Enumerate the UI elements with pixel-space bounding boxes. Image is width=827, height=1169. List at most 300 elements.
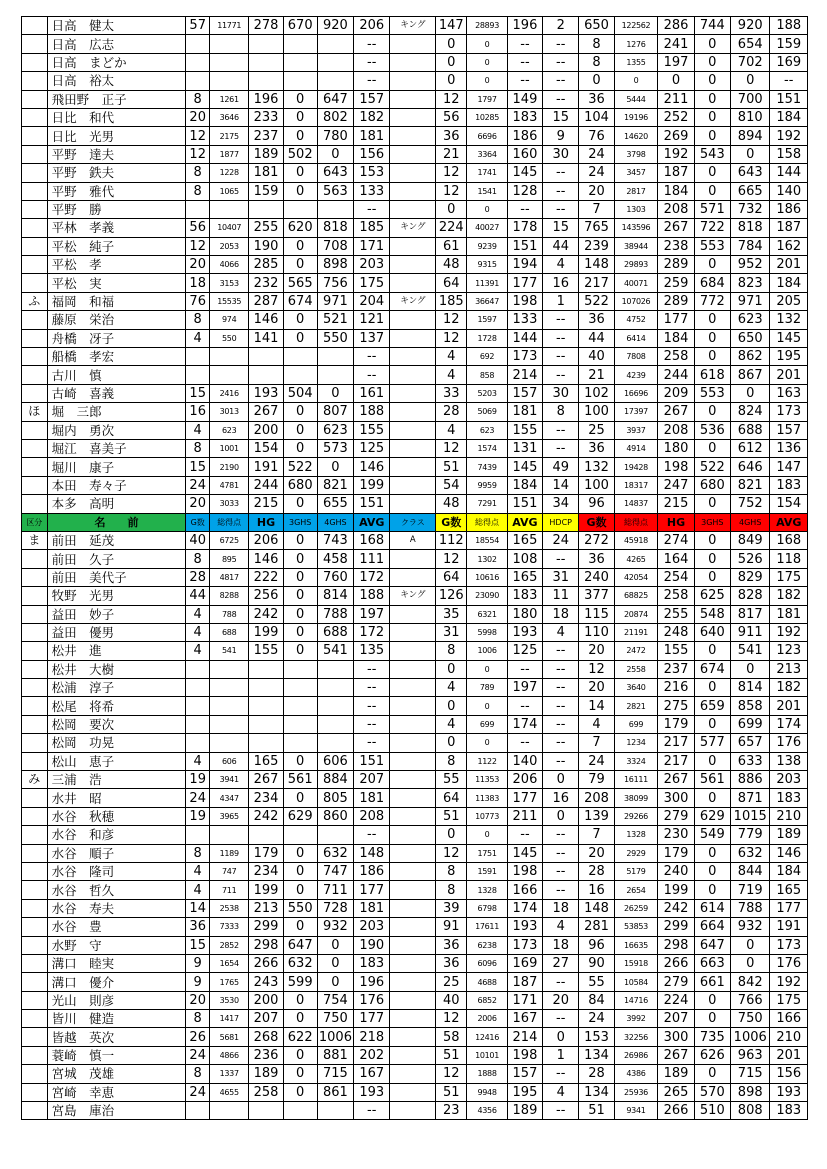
cell-kubun: [22, 862, 48, 880]
cell-hg1: 141: [249, 329, 283, 347]
cell-g3: 79: [579, 771, 614, 789]
cell-g1: 4: [186, 881, 209, 899]
cell-s33: 647: [694, 936, 730, 954]
cell-hd: 4: [543, 623, 579, 641]
cell-a3: 176: [770, 954, 808, 972]
cell-cls: [390, 348, 436, 366]
cell-hd: --: [543, 826, 579, 844]
cell-cls: [390, 274, 436, 292]
cell-p1: [209, 1102, 249, 1120]
cell-cls: [390, 568, 436, 586]
cell-s33: 626: [694, 1046, 730, 1064]
cell-p1: 711: [209, 881, 249, 899]
cell-a1: 186: [354, 862, 390, 880]
cell-cls: [390, 237, 436, 255]
cell-p1: 8288: [209, 587, 249, 605]
table-row: [22, 844, 808, 862]
cell-a1: 181: [354, 899, 390, 917]
cell-cls: [390, 1065, 436, 1083]
cell-a2: 145: [507, 844, 542, 862]
cell-kubun: [22, 35, 48, 53]
cell-name: 松山 恵子: [47, 752, 186, 770]
cell-s43: 824: [730, 403, 770, 421]
cell-g1: 4: [186, 329, 209, 347]
cell-kubun: [22, 568, 48, 586]
cell-s41: [317, 697, 353, 715]
cell-s43: 650: [730, 329, 770, 347]
cell-s33: 543: [694, 145, 730, 163]
cell-p3: 7808: [614, 348, 658, 366]
cell-s41: 643: [317, 164, 353, 182]
cell-p2: 5203: [467, 384, 508, 402]
cell-hg3: 208: [658, 421, 694, 439]
cell-a1: 206: [354, 17, 390, 35]
cell-a3: 165: [770, 881, 808, 899]
cell-cls: [390, 954, 436, 972]
cell-p2: 11353: [467, 771, 508, 789]
cell-a2: --: [507, 35, 542, 53]
cell-hd: 4: [543, 1083, 579, 1101]
cell-g3: 20: [579, 679, 614, 697]
cell-s33: 510: [694, 1102, 730, 1120]
cell-kubun: [22, 1010, 48, 1028]
cell-s31: [283, 715, 317, 733]
cell-g2: 54: [436, 476, 467, 494]
cell-kubun: [22, 734, 48, 752]
cell-name: 益田 優男: [47, 623, 186, 641]
cell-name: 松井 大樹: [47, 660, 186, 678]
cell-g2: 8: [436, 642, 467, 660]
cell-g3: 102: [579, 384, 614, 402]
cell-hd: --: [543, 1010, 579, 1028]
cell-hd: --: [543, 53, 579, 71]
cell-hg1: 213: [249, 899, 283, 917]
cell-s31: [283, 72, 317, 90]
header-avg-mid: AVG: [507, 513, 542, 531]
cell-g1: [186, 660, 209, 678]
cell-s33: 0: [694, 568, 730, 586]
cell-cls: [390, 90, 436, 108]
cell-s43: 688: [730, 421, 770, 439]
cell-hg3: 179: [658, 715, 694, 733]
cell-s31: 0: [283, 1083, 317, 1101]
cell-g3: 104: [579, 108, 614, 126]
cell-s33: 772: [694, 292, 730, 310]
cell-cls: [390, 899, 436, 917]
cell-p1: 623: [209, 421, 249, 439]
cell-g1: 26: [186, 1028, 209, 1046]
cell-s33: 570: [694, 1083, 730, 1101]
cell-p3: 1276: [614, 35, 658, 53]
table-row: [22, 403, 808, 421]
cell-name: 平野 鉄夫: [47, 164, 186, 182]
cell-hg3: 164: [658, 550, 694, 568]
cell-cls: [390, 660, 436, 678]
cell-s43: 894: [730, 127, 770, 145]
cell-name: 本多 高明: [47, 495, 186, 513]
cell-s43: 0: [730, 384, 770, 402]
cell-hg3: 266: [658, 1102, 694, 1120]
cell-hg1: [249, 366, 283, 384]
header-hg-right: HG: [658, 513, 694, 531]
cell-a3: 193: [770, 1083, 808, 1101]
cell-a3: 192: [770, 127, 808, 145]
cell-s33: 0: [694, 844, 730, 862]
cell-g2: 8: [436, 881, 467, 899]
cell-s31: 0: [283, 108, 317, 126]
cell-p1: 541: [209, 642, 249, 660]
cell-kubun: [22, 1083, 48, 1101]
table-row: [22, 476, 808, 494]
cell-hg3: 300: [658, 789, 694, 807]
cell-g2: 224: [436, 219, 467, 237]
cell-s43: 829: [730, 568, 770, 586]
cell-p3: 1328: [614, 826, 658, 844]
table-row: [22, 789, 808, 807]
cell-s43: 784: [730, 237, 770, 255]
cell-p1: 1337: [209, 1065, 249, 1083]
cell-kubun: [22, 348, 48, 366]
cell-a2: 133: [507, 311, 542, 329]
cell-p1: 1261: [209, 90, 249, 108]
cell-g1: 4: [186, 862, 209, 880]
cell-name: 水谷 哲久: [47, 881, 186, 899]
cell-hd: 0: [543, 807, 579, 825]
cell-name: 水井 昭: [47, 789, 186, 807]
cell-s31: 0: [283, 550, 317, 568]
cell-s33: 744: [694, 17, 730, 35]
cell-a3: 146: [770, 844, 808, 862]
table-row: [22, 936, 808, 954]
cell-hg3: 198: [658, 458, 694, 476]
cell-hg1: 233: [249, 108, 283, 126]
cell-a2: 169: [507, 954, 542, 972]
cell-g1: [186, 366, 209, 384]
cell-cls: [390, 1046, 436, 1064]
cell-s31: 0: [283, 587, 317, 605]
cell-g2: 112: [436, 531, 467, 549]
cell-a1: 121: [354, 311, 390, 329]
cell-a2: 187: [507, 973, 542, 991]
cell-s41: 821: [317, 476, 353, 494]
cell-kubun: [22, 164, 48, 182]
cell-a3: 183: [770, 789, 808, 807]
cell-p1: [209, 679, 249, 697]
cell-p3: 4265: [614, 550, 658, 568]
cell-hg3: 208: [658, 200, 694, 218]
cell-cls: [390, 495, 436, 513]
cell-a3: 191: [770, 918, 808, 936]
cell-g2: 8: [436, 752, 467, 770]
cell-s41: 728: [317, 899, 353, 917]
cell-g1: 14: [186, 899, 209, 917]
cell-g2: 56: [436, 108, 467, 126]
cell-p3: 25936: [614, 1083, 658, 1101]
table-row: [22, 623, 808, 641]
cell-hg1: [249, 35, 283, 53]
table-row: [22, 127, 808, 145]
cell-p1: 4066: [209, 256, 249, 274]
cell-g3: 24: [579, 145, 614, 163]
cell-g1: [186, 697, 209, 715]
cell-g2: 51: [436, 807, 467, 825]
cell-g1: 44: [186, 587, 209, 605]
cell-g1: 8: [186, 90, 209, 108]
cell-g3: 25: [579, 421, 614, 439]
cell-p3: 19428: [614, 458, 658, 476]
cell-hg1: [249, 1102, 283, 1120]
cell-g2: 12: [436, 90, 467, 108]
cell-hd: 4: [543, 918, 579, 936]
cell-g1: 4: [186, 605, 209, 623]
header-row: [22, 513, 808, 531]
cell-g3: 90: [579, 954, 614, 972]
cell-cls: [390, 421, 436, 439]
cell-s41: 861: [317, 1083, 353, 1101]
cell-s31: 0: [283, 991, 317, 1009]
cell-a2: 198: [507, 862, 542, 880]
cell-name: 溝口 睦実: [47, 954, 186, 972]
cell-g3: 36: [579, 550, 614, 568]
cell-hd: --: [543, 660, 579, 678]
table-row: [22, 734, 808, 752]
table-row: [22, 458, 808, 476]
cell-g1: 24: [186, 476, 209, 494]
header-hg-left: HG: [249, 513, 283, 531]
cell-p1: 15535: [209, 292, 249, 310]
cell-g1: 8: [186, 164, 209, 182]
cell-hd: --: [543, 734, 579, 752]
cell-s33: 735: [694, 1028, 730, 1046]
cell-p2: 9315: [467, 256, 508, 274]
cell-p1: [209, 734, 249, 752]
cell-a1: 167: [354, 1065, 390, 1083]
cell-s43: 526: [730, 550, 770, 568]
cell-s41: 711: [317, 881, 353, 899]
header-avg-right: AVG: [770, 513, 808, 531]
cell-a2: 214: [507, 366, 542, 384]
cell-s33: 0: [694, 329, 730, 347]
cell-s41: 788: [317, 605, 353, 623]
cell-s43: 766: [730, 991, 770, 1009]
cell-p1: 4347: [209, 789, 249, 807]
cell-g1: [186, 200, 209, 218]
cell-hg1: 256: [249, 587, 283, 605]
table-row: [22, 495, 808, 513]
cell-s33: 0: [694, 256, 730, 274]
table-row: [22, 752, 808, 770]
cell-hd: 0: [543, 771, 579, 789]
cell-name: 古崎 喜義: [47, 384, 186, 402]
cell-g3: 100: [579, 476, 614, 494]
cell-a1: 151: [354, 495, 390, 513]
cell-p2: 1302: [467, 550, 508, 568]
cell-cls: [390, 164, 436, 182]
cell-a3: 182: [770, 587, 808, 605]
cell-a1: 172: [354, 568, 390, 586]
header-3ghs-left: 3GHS: [283, 513, 317, 531]
cell-p3: 6414: [614, 329, 658, 347]
cell-p2: 23090: [467, 587, 508, 605]
cell-g1: 28: [186, 568, 209, 586]
cell-p1: [209, 660, 249, 678]
cell-p3: 53853: [614, 918, 658, 936]
cell-s33: 553: [694, 384, 730, 402]
cell-cls: [390, 384, 436, 402]
cell-a1: 185: [354, 219, 390, 237]
cell-s41: 932: [317, 918, 353, 936]
cell-g3: 76: [579, 127, 614, 145]
cell-name: 益田 妙子: [47, 605, 186, 623]
cell-p3: 26986: [614, 1046, 658, 1064]
cell-kubun: [22, 72, 48, 90]
cell-g3: 96: [579, 936, 614, 954]
cell-hd: 49: [543, 458, 579, 476]
cell-hg3: 155: [658, 642, 694, 660]
cell-kubun: [22, 973, 48, 991]
cell-a1: 148: [354, 844, 390, 862]
cell-g2: 51: [436, 1083, 467, 1101]
cell-a1: 190: [354, 936, 390, 954]
cell-name: 松岡 功晃: [47, 734, 186, 752]
cell-g2: 91: [436, 918, 467, 936]
cell-a3: 181: [770, 605, 808, 623]
cell-hg1: 242: [249, 807, 283, 825]
cell-g1: 24: [186, 1083, 209, 1101]
cell-a3: 166: [770, 1010, 808, 1028]
cell-p2: 1728: [467, 329, 508, 347]
cell-s43: 844: [730, 862, 770, 880]
cell-s31: 561: [283, 771, 317, 789]
cell-g2: 0: [436, 697, 467, 715]
cell-g1: 4: [186, 752, 209, 770]
cell-g3: 239: [579, 237, 614, 255]
cell-s33: 0: [694, 403, 730, 421]
cell-s33: 640: [694, 623, 730, 641]
cell-cls: [390, 127, 436, 145]
cell-s33: 0: [694, 108, 730, 126]
cell-hd: 8: [543, 403, 579, 421]
cell-hg1: 190: [249, 237, 283, 255]
cell-a2: 165: [507, 568, 542, 586]
cell-s33: 684: [694, 274, 730, 292]
table-row: [22, 164, 808, 182]
table-row: [22, 862, 808, 880]
cell-g1: 76: [186, 292, 209, 310]
cell-name: 堀江 喜美子: [47, 439, 186, 457]
cell-p3: 9341: [614, 1102, 658, 1120]
cell-p3: 3324: [614, 752, 658, 770]
table-row: [22, 679, 808, 697]
cell-hg3: 289: [658, 256, 694, 274]
cell-a2: 151: [507, 237, 542, 255]
table-row: [22, 72, 808, 90]
cell-name: 宮島 庫治: [47, 1102, 186, 1120]
cell-a1: 175: [354, 274, 390, 292]
cell-s43: 821: [730, 476, 770, 494]
cell-a2: 144: [507, 329, 542, 347]
cell-s33: 0: [694, 881, 730, 899]
cell-g1: 24: [186, 789, 209, 807]
cell-g3: 0: [579, 72, 614, 90]
cell-g2: 39: [436, 899, 467, 917]
cell-a1: 193: [354, 1083, 390, 1101]
cell-p3: 2929: [614, 844, 658, 862]
cell-g1: 15: [186, 458, 209, 476]
header-games-mid: G数: [436, 513, 467, 531]
cell-a2: 183: [507, 587, 542, 605]
cell-p3: 21191: [614, 623, 658, 641]
cell-g1: 19: [186, 807, 209, 825]
cell-s33: 0: [694, 531, 730, 549]
cell-p2: 10616: [467, 568, 508, 586]
cell-s41: 655: [317, 495, 353, 513]
cell-hg1: 222: [249, 568, 283, 586]
cell-kubun: [22, 366, 48, 384]
cell-s43: 752: [730, 495, 770, 513]
cell-s33: 0: [694, 72, 730, 90]
cell-p1: [209, 200, 249, 218]
cell-s41: [317, 734, 353, 752]
cell-g1: 20: [186, 991, 209, 1009]
cell-s43: 818: [730, 219, 770, 237]
cell-kubun: [22, 826, 48, 844]
cell-p1: 2053: [209, 237, 249, 255]
cell-a1: 146: [354, 458, 390, 476]
cell-a3: 201: [770, 366, 808, 384]
cell-p3: 4914: [614, 439, 658, 457]
cell-p2: 6096: [467, 954, 508, 972]
cell-hd: 0: [543, 1028, 579, 1046]
cell-a2: 149: [507, 90, 542, 108]
cell-s43: 871: [730, 789, 770, 807]
cell-a2: 165: [507, 531, 542, 549]
cell-s41: 573: [317, 439, 353, 457]
cell-hg1: 179: [249, 844, 283, 862]
cell-s31: 0: [283, 127, 317, 145]
cell-g1: 12: [186, 127, 209, 145]
cell-kubun: [22, 918, 48, 936]
cell-cls: [390, 256, 436, 274]
cell-a1: 125: [354, 439, 390, 457]
cell-cls: [390, 881, 436, 899]
cell-a2: 125: [507, 642, 542, 660]
cell-name: 平松 実: [47, 274, 186, 292]
cell-a3: 132: [770, 311, 808, 329]
cell-cls: [390, 550, 436, 568]
cell-a1: 207: [354, 771, 390, 789]
cell-g2: 25: [436, 973, 467, 991]
cell-a1: 161: [354, 384, 390, 402]
cell-p2: 9959: [467, 476, 508, 494]
cell-p2: 623: [467, 421, 508, 439]
cell-name: 平野 達夫: [47, 145, 186, 163]
cell-cls: [390, 734, 436, 752]
cell-g2: 36: [436, 954, 467, 972]
cell-hg1: [249, 660, 283, 678]
cell-a3: 162: [770, 237, 808, 255]
table-row: [22, 660, 808, 678]
cell-name: 船橋 孝宏: [47, 348, 186, 366]
cell-a3: 210: [770, 807, 808, 825]
cell-g1: 9: [186, 954, 209, 972]
cell-g1: 18: [186, 274, 209, 292]
cell-g1: 36: [186, 918, 209, 936]
cell-g2: 21: [436, 145, 467, 163]
cell-s33: 0: [694, 679, 730, 697]
cell-hd: --: [543, 421, 579, 439]
cell-a3: 186: [770, 200, 808, 218]
